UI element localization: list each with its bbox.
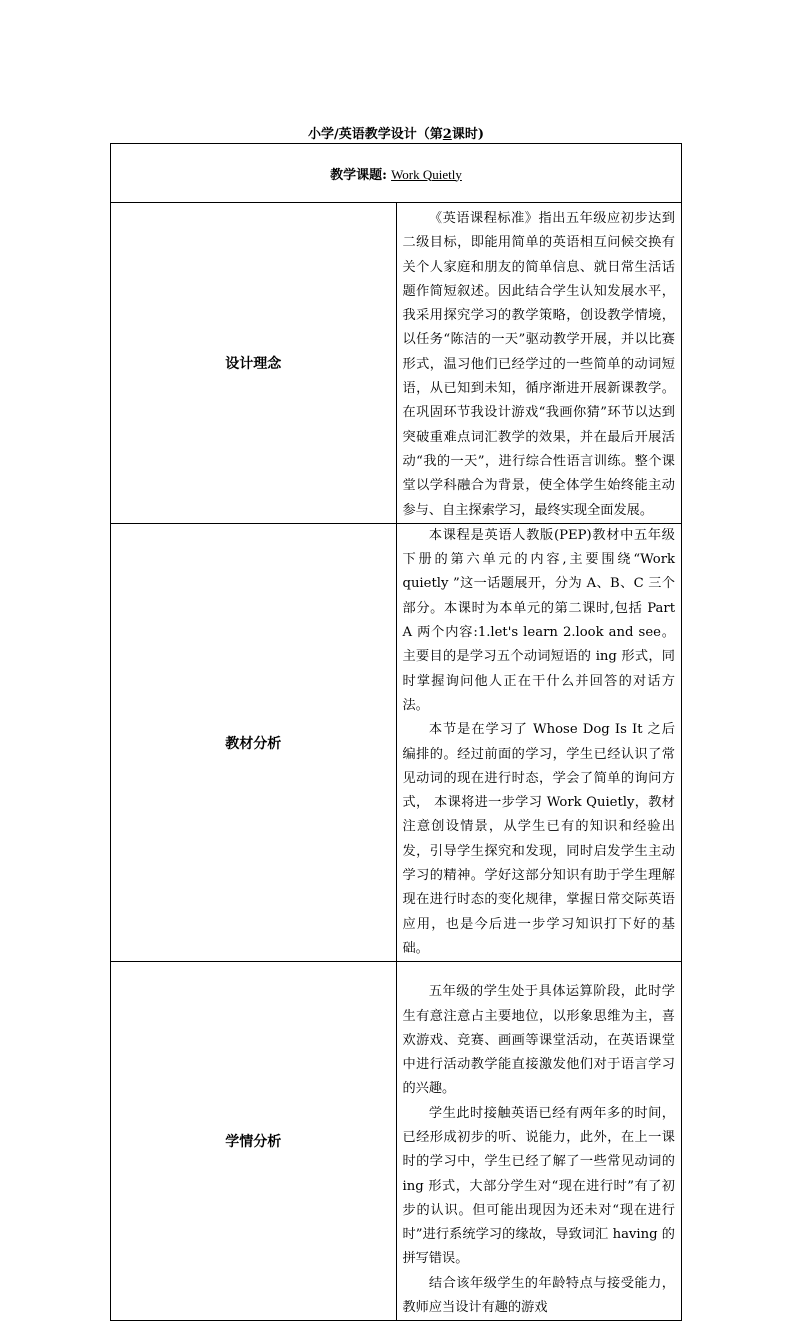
- topic-row: [111, 144, 682, 203]
- paragraph: 结合该年级学生的年龄特点与接受能力，教师应当设计有趣的游戏: [402, 1275, 675, 1316]
- section-body: [396, 203, 682, 524]
- section-row-design-concept: [111, 203, 682, 524]
- topic-value: Work Quietly: [391, 166, 462, 182]
- section-label: 教材分析: [111, 523, 397, 961]
- lesson-plan-table: [110, 143, 682, 1321]
- paragraph: 《英语课程标准》指出五年级应初步达到二级目标，即能用简单的英语相互问候交换有关个人家庭和朋友的简单信息、就日常生活话题作简短叙述。因此结合学生认知发展水平，我采用探究学习的教学策略，创设教学情境，以任务“陈洁的一天”驱动教学开展，并以比赛形式，温习他们已经学过的一些简单的动词短语，从已知到未知，循序渐进开展新课教学。在巩固环节我设计游戏“我画你猜”环节以达到突破重难点词汇教学的效果，并在最后开展活动“我的一天”，进行综合性语言训练。整个课堂以学科融合为背景，使全体学生始终能主动参与、自主探索学习，最终实现全面发展。: [402, 211, 675, 518]
- page-title: [110, 123, 682, 142]
- section-label: 学情分析: [111, 962, 397, 1321]
- title-suffix: 课时): [451, 127, 484, 142]
- paragraph: 本节是在学习了 Whose Dog Is It 之后编排的。经过前面的学习，学生已经认识了常见动词的现在进行时态，学会了简单的询问方式， 本课将进一步学习 Work Quietly，教材注意创设情景，从学生已有的知识和经验出发，引导学生探究和发现，同时启发学生主动学习的精神。学好这部分知识有助于学生理解现在进行时态的变化规律，掌握日常交际英语应用，也是今后进一步学习知识打下好的基础。: [402, 722, 675, 956]
- paragraph: 学生此时接触英语已经有两年多的时间，已经形成初步的听、说能力，此外，在上一课时的学习中，学生已经了解了一些常见动词的 ing 形式，大部分学生对“现在进行时”有了初步的认识。但可能出现因为还未对“现在进行时”进行系统学习的缘故，导致词汇 having 的拼写错误。: [402, 1105, 675, 1267]
- section-label: 设计理念: [111, 203, 397, 524]
- section-row-student-analysis: [111, 962, 682, 1321]
- paragraph: 本课程是英语人教版(PEP)教材中五年级下册的第六单元的内容,主要围绕“Work quietly ”这一话题展开，分为 A、B、C 三个部分。本课时为本单元的第二课时,包括 Part A 两个内容:1.let's learn 2.look and see。主要目的是学习五个动词短语的 ing 形式，同时掌握询问他人正在干什么并回答的对话方法。: [402, 527, 675, 713]
- section-body: [396, 962, 682, 1321]
- paragraph: 五年级的学生处于具体运算阶段，此时学生有意注意占主要地位，以形象思维为主，喜欢游戏、竞赛、画画等课堂活动，在英语课堂中进行活动教学能直接激发他们对于语言学习的兴趣。: [402, 984, 675, 1097]
- title-prefix: 小学/英语教学设计（第: [308, 127, 443, 142]
- topic-label: 教学课题:: [330, 167, 387, 183]
- topic-cell: [111, 144, 682, 203]
- title-lesson-number: 2: [442, 127, 452, 142]
- section-body: [396, 523, 682, 961]
- section-row-material-analysis: [111, 523, 682, 961]
